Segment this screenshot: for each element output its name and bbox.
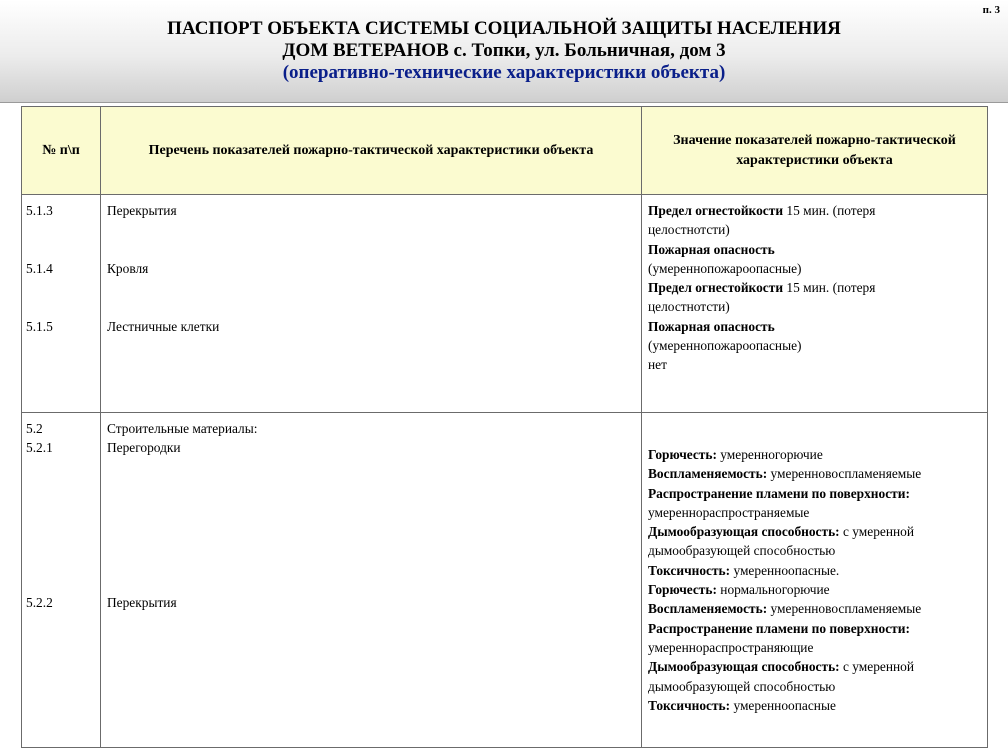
row1-num-b: 5.1.4 xyxy=(26,260,53,276)
row2-value-line: Токсичность: умеренноопасные. xyxy=(648,562,840,578)
row2-value-line: Распространение пламени по поверхности: xyxy=(648,620,910,636)
row1-ind-c: Лестничные клетки xyxy=(107,318,220,334)
row1-indicator-cell xyxy=(101,195,642,413)
row1-ind-a: Перекрытия xyxy=(107,203,177,218)
row1-ind-b: Кровля xyxy=(107,260,149,276)
row1-value-line: (умереннопожароопасные) xyxy=(648,260,802,276)
row2-value-line: Распространение пламени по поверхности: xyxy=(648,485,910,501)
row2-value-line: дымообразующей способностью xyxy=(648,678,836,694)
row1-value-line: целостнотсти) xyxy=(648,222,730,238)
page-number: п. 3 xyxy=(982,4,1000,16)
row2-value-line: Воспламеняемость: умеренновоспламеняемые xyxy=(648,466,922,482)
row2-value-line: Токсичность: умеренноопасные xyxy=(648,697,836,713)
row1-value-cell xyxy=(642,195,988,413)
row2-value-line: умереннораспространяющие xyxy=(648,639,814,655)
row2-num-c: 5.2.2 xyxy=(26,594,53,610)
table-row xyxy=(22,195,988,413)
row1-value-line: нет xyxy=(648,357,667,373)
row2-value-line: умереннораспространяемые xyxy=(648,504,810,520)
row2-ind-a: Строительные материалы: xyxy=(107,421,258,436)
row2-num-b: 5.2.1 xyxy=(26,440,53,456)
row2-num-a: 5.2 xyxy=(26,421,43,436)
row2-ind-b: Перегородки xyxy=(107,440,181,456)
row2-value-line: Воспламеняемость: умеренновоспламеняемые xyxy=(648,601,922,617)
header-value: Значение показателей пожарно-тактической характеристики объекта xyxy=(642,107,988,195)
row2-indicator-cell xyxy=(101,413,642,748)
row1-value-line: целостнотсти) xyxy=(648,299,730,315)
characteristics-table xyxy=(21,106,988,748)
title-line-3: (оперативно-технические характеристики объекта) xyxy=(282,62,726,83)
title-line-1: ПАСПОРТ ОБЪЕКТА СИСТЕМЫ СОЦИАЛЬНОЙ ЗАЩИТЫ НАСЕЛЕНИЯ xyxy=(167,18,841,39)
table-header-row xyxy=(22,107,988,195)
row2-ind-c: Перекрытия xyxy=(107,594,177,610)
table-row xyxy=(22,413,988,748)
row2-value-line: Дымообразующая способность: с умеренной xyxy=(648,659,915,675)
title-line-2: ДОМ ВЕТЕРАНОВ с. Топки, ул. Больничная, дом 3 xyxy=(282,40,726,61)
slide-header xyxy=(0,0,1008,103)
row1-num-cell xyxy=(22,195,101,413)
row1-num-a: 5.1.3 xyxy=(26,203,53,218)
row2-num-cell xyxy=(22,413,101,748)
row1-value-line: Пожарная опасность xyxy=(648,318,775,334)
row2-value-line: Горючесть: умеренногорючие xyxy=(648,447,823,462)
header-num: № п\п xyxy=(22,107,101,195)
header-indicator: Перечень показателей пожарно-тактической характеристики объекта xyxy=(101,107,642,195)
row1-value-line: Предел огнестойкости 15 мин. (потеря xyxy=(648,203,876,218)
row1-value-line: Предел огнестойкости 15 мин. (потеря xyxy=(648,280,876,296)
row1-value-line: (умереннопожароопасные) xyxy=(648,338,802,354)
row1-num-c: 5.1.5 xyxy=(26,318,53,334)
row2-value-line: дымообразующей способностью xyxy=(648,543,836,559)
row2-value-line: Горючесть: нормальногорючие xyxy=(648,582,830,598)
row2-value-line: Дымообразующая способность: с умеренной xyxy=(648,524,915,540)
row1-value-line: Пожарная опасность xyxy=(648,241,775,257)
row2-value-cell xyxy=(642,413,988,748)
